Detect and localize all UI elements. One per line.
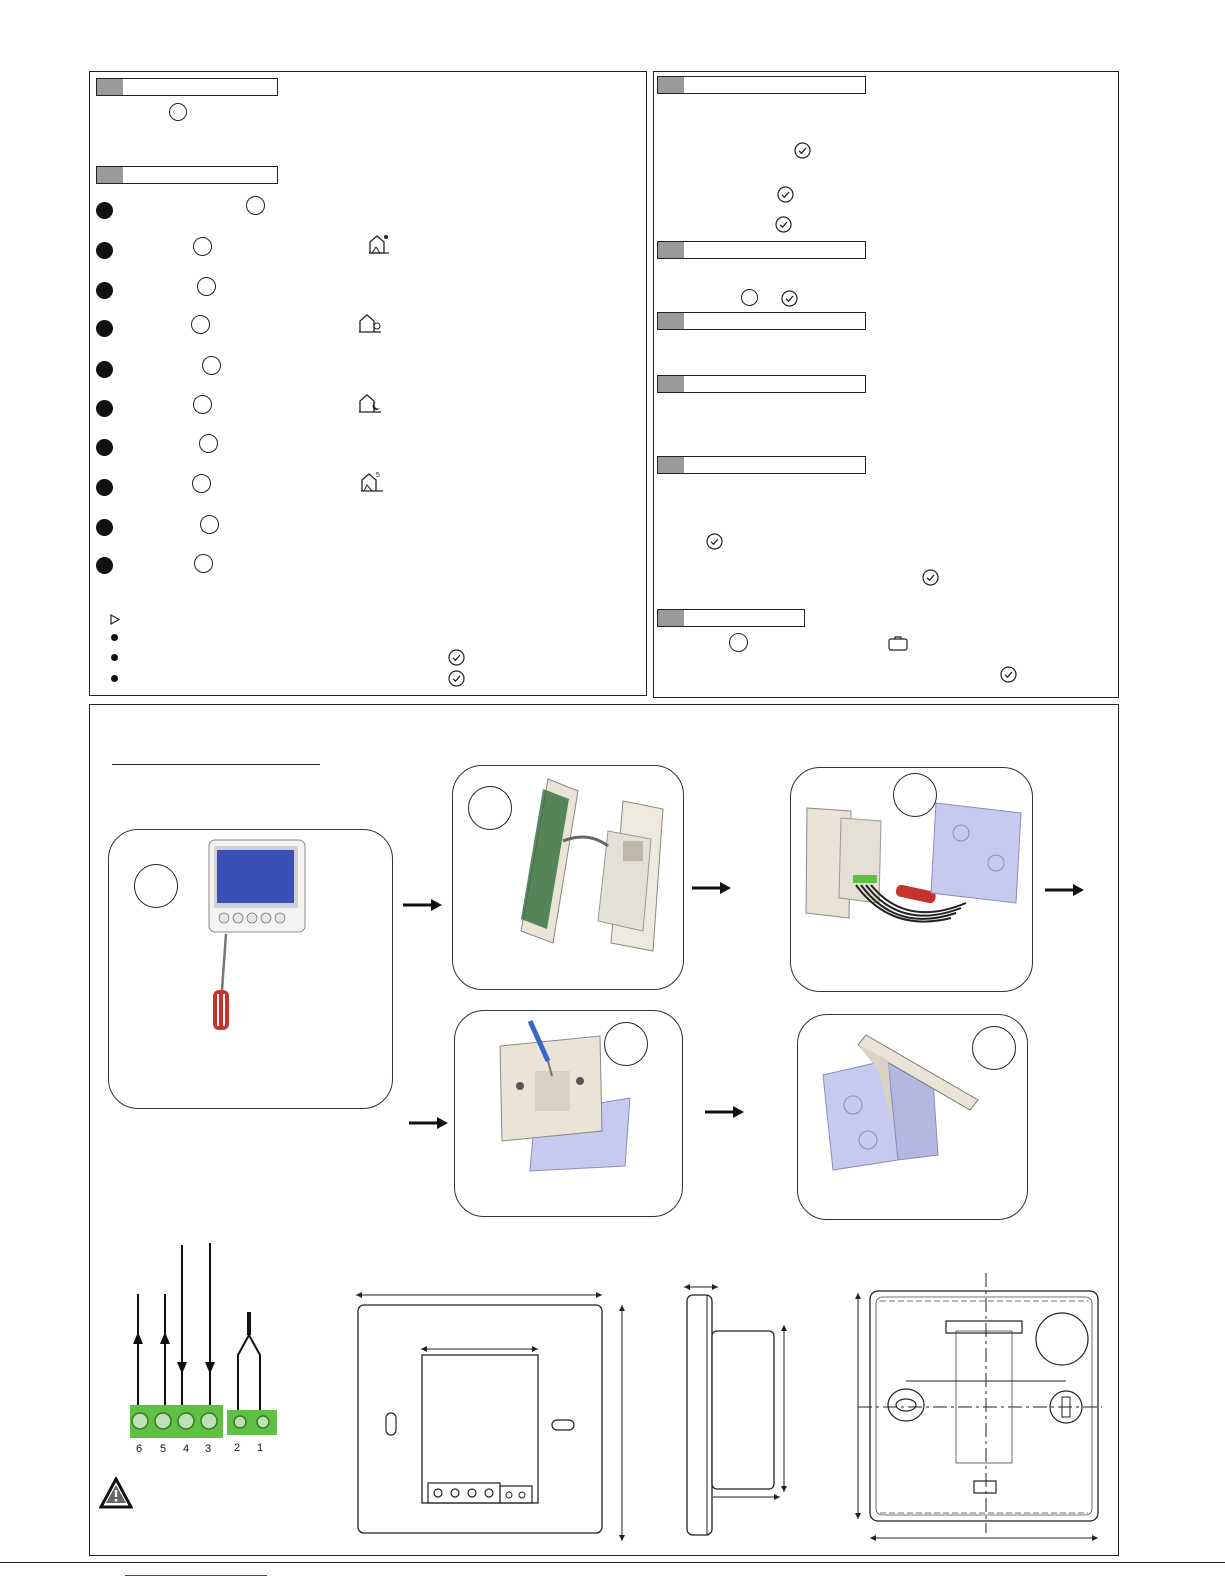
step-bullet-5	[96, 361, 113, 378]
section-header-tab	[97, 79, 123, 95]
section-header-tab	[658, 313, 684, 329]
terminal-label-2: 2	[234, 1442, 241, 1454]
right-arrow-icon	[403, 898, 443, 912]
warning-triangle-icon	[99, 1477, 133, 1509]
website-link-underline[interactable]	[125, 1575, 267, 1576]
button-icon	[197, 277, 216, 296]
check-circle-icon	[1000, 666, 1017, 683]
button-icon	[192, 474, 211, 493]
step-number-circle	[468, 786, 512, 830]
terminal-label-1: 1	[257, 1442, 264, 1454]
top-left-panel	[89, 71, 647, 696]
page-bottom-rule	[0, 1562, 1225, 1563]
check-circle-icon	[781, 290, 798, 307]
button-icon	[169, 103, 187, 121]
section-header-tab	[658, 77, 684, 93]
button-icon	[200, 515, 219, 534]
right-arrow-icon	[1045, 883, 1085, 897]
right-arrow-icon	[409, 1116, 449, 1130]
step-bullet-10	[96, 557, 113, 574]
terminal-label-5: 5	[160, 1443, 167, 1455]
install-step-card-3	[790, 767, 1033, 992]
terminal-label-4: 4	[183, 1443, 190, 1455]
suitcase-icon	[888, 635, 908, 651]
section-header-3	[657, 76, 866, 94]
button-icon	[191, 315, 210, 334]
install-step-card-2	[452, 765, 684, 990]
check-circle-icon	[706, 533, 723, 550]
section-header-tab	[658, 457, 684, 473]
terminal-label-3: 3	[205, 1443, 212, 1455]
section-header-8	[657, 609, 805, 627]
installation-title-underline	[112, 764, 320, 765]
step-number-circle	[134, 864, 178, 908]
thermostat-with-screwdriver-illustration	[204, 838, 324, 1038]
open-thermostat-illustration	[483, 771, 673, 961]
right-arrow-icon	[692, 881, 732, 895]
button-icon	[193, 395, 212, 414]
note-bullet	[111, 654, 118, 661]
step-bullet-1	[96, 202, 113, 219]
check-circle-icon	[794, 142, 811, 159]
section-header-5	[657, 312, 866, 330]
section-header-1	[96, 78, 278, 96]
step-bullet-2	[96, 242, 113, 259]
note-bullet	[111, 675, 118, 682]
step-bullet-6	[96, 400, 113, 417]
step-bullet-9	[96, 519, 113, 536]
note-bullet	[111, 634, 118, 641]
step-bullet-3	[96, 282, 113, 299]
install-step-card-4	[454, 1010, 683, 1217]
step-number-circle	[972, 1026, 1016, 1070]
installation-panel	[89, 704, 1119, 1556]
install-step-card-5	[797, 1014, 1028, 1220]
svg-text:5: 5	[376, 472, 380, 479]
section-header-tab	[658, 610, 684, 626]
button-icon	[199, 434, 218, 453]
section-header-tab	[658, 242, 684, 258]
triangle-bullet-icon	[109, 614, 120, 625]
button-icon	[193, 237, 212, 256]
right-arrow-icon	[705, 1105, 745, 1119]
back-view-dimension-drawing	[850, 1273, 1110, 1548]
step-number-circle	[604, 1022, 648, 1066]
wiring-terminal-diagram	[128, 1240, 278, 1450]
check-circle-icon	[777, 186, 794, 203]
button-icon	[741, 289, 758, 306]
home-fan-mode-icon	[358, 312, 382, 334]
terminal-label-6: 6	[136, 1443, 143, 1455]
install-step-card-1	[108, 829, 393, 1109]
button-icon	[246, 196, 265, 215]
section-header-7	[657, 456, 866, 474]
check-circle-icon	[775, 216, 792, 233]
home-away-mode-icon	[360, 470, 384, 493]
step-number-circle	[893, 773, 937, 817]
section-header-4	[657, 241, 866, 259]
top-right-panel	[653, 71, 1119, 698]
check-circle-icon	[922, 569, 939, 586]
button-icon	[202, 356, 221, 375]
side-view-dimension-drawing	[680, 1279, 800, 1541]
section-header-tab	[658, 376, 684, 392]
step-bullet-8	[96, 479, 113, 496]
step-bullet-4	[96, 320, 113, 337]
check-circle-icon	[448, 649, 465, 666]
section-header-6	[657, 375, 866, 393]
section-header-2	[96, 166, 278, 184]
button-icon	[729, 633, 748, 652]
check-circle-icon	[448, 670, 465, 687]
step-bullet-7	[96, 439, 113, 456]
home-moon-mode-icon	[358, 392, 382, 414]
front-view-dimension-drawing	[352, 1283, 632, 1545]
home-sun-mode-icon	[368, 233, 390, 255]
section-header-tab	[97, 167, 123, 183]
attach-front-cover-illustration	[818, 1030, 988, 1175]
button-icon	[194, 554, 213, 573]
